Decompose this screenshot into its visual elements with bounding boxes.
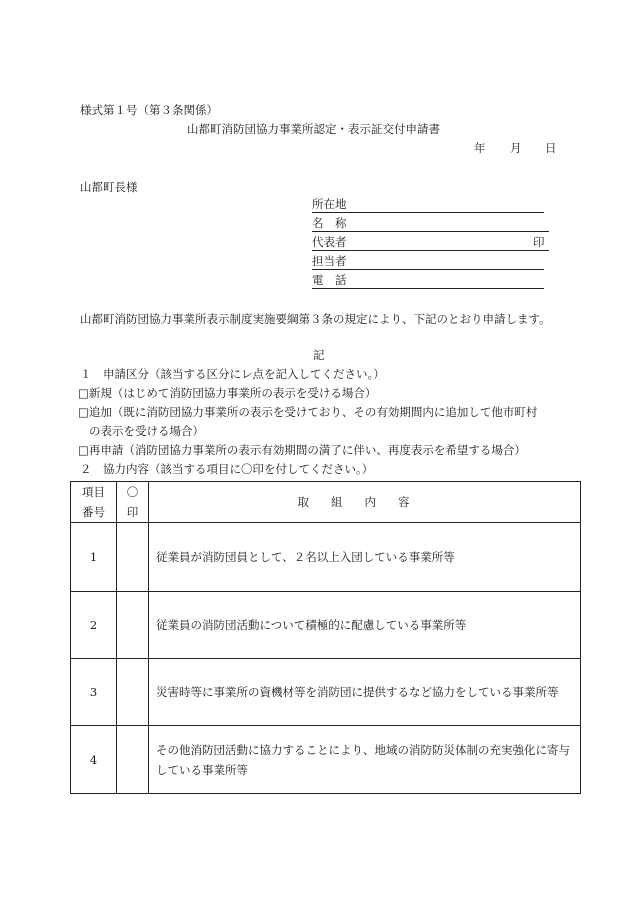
form-number: 様式第１号（第３条関係） (80, 103, 218, 117)
phone-line (312, 288, 544, 289)
row-content: 災害時等に事業所の資機材等を消防団に提供するなど協力をしている事業所等 (149, 659, 581, 726)
section1-heading: １ 申請区分（該当する区分にレ点を記入してください。） (80, 367, 385, 381)
row-content: 従業員の消防団活動について積極的に配慮している事業所等 (149, 592, 581, 659)
location-label: 所在地 (312, 197, 347, 211)
section2-heading: ２ 協力内容（該当する項目に〇印を付してください。） (80, 462, 374, 476)
seal-mark: 印 (533, 235, 545, 249)
row-mark-cell[interactable] (117, 592, 149, 659)
row-number: 3 (71, 659, 117, 726)
header-mark (117, 482, 149, 523)
name-line (312, 231, 549, 232)
location-line (312, 212, 544, 213)
representative-label: 代表者 (312, 235, 347, 249)
row-mark-cell[interactable] (117, 726, 149, 794)
option-reapply: □再申請（消防団協力事業所の表示有効期間の満了に伴い、再度表示を希望する場合） (78, 443, 526, 457)
row-mark-cell[interactable] (117, 659, 149, 726)
row-content: その他消防団活動に協力することにより、地域の消防防災体制の充実強化に寄与している事業所等 (149, 726, 581, 794)
representative-line (312, 250, 549, 251)
header-number-line1: 項目 (82, 485, 105, 499)
row-number: 4 (71, 726, 117, 794)
header-content (149, 482, 581, 523)
row-content: 従業員が消防団員として、２名以上入団している事業所等 (149, 523, 581, 592)
option-additional-cont: の表示を受ける場合） (89, 424, 204, 438)
table-row (71, 726, 581, 794)
phone-label: 電 話 (312, 273, 347, 287)
table-row (71, 592, 581, 659)
table-row (71, 659, 581, 726)
application-statement: 山都町消防団協力事業所表示制度実施要綱第３条の規定により、下記のとおり申請します。 (80, 312, 551, 326)
name-label: 名 称 (312, 216, 347, 230)
option-new: □新規（はじめて消防団協力事業所の表示を受ける場合） (78, 386, 377, 400)
option-additional: □追加（既に消防団協力事業所の表示を受けており、その有効期間内に追加して他市町村 (78, 405, 538, 419)
header-number-line2: 番号 (82, 505, 105, 520)
row-number: 2 (71, 592, 117, 659)
header-mark-line1: 〇 (126, 485, 139, 499)
header-content-label: 取組内容 (297, 495, 432, 510)
date-month: 月 (510, 141, 522, 155)
form-title: 山都町消防団協力事業所認定・表示証交付申請書 (187, 122, 440, 136)
table-header-row (71, 482, 581, 523)
row-number: 1 (71, 523, 117, 592)
date-day: 日 (545, 141, 557, 155)
contact-person-line (312, 269, 544, 270)
header-mark-line2: 印 (126, 505, 139, 520)
table-row (71, 523, 581, 592)
addressee: 山都町長様 (80, 180, 138, 194)
contact-person-label: 担当者 (312, 254, 347, 268)
header-item-number (71, 482, 117, 523)
ki-heading: 記 (313, 348, 325, 362)
cooperation-table (70, 481, 581, 794)
row-mark-cell[interactable] (117, 523, 149, 592)
date-year: 年 (474, 141, 486, 155)
